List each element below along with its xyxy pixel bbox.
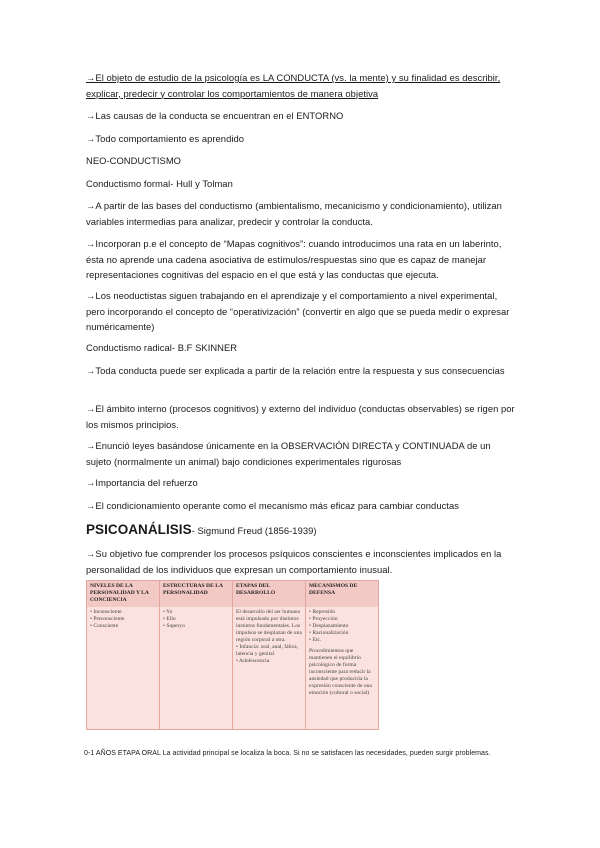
paragraph-text: →El ámbito interno (procesos cognitivos) y externo del individuo (conductas observables) se rigen por los mismos principios.	[86, 403, 515, 430]
table-header-row	[87, 581, 379, 608]
heading-neoconductismo	[86, 153, 516, 169]
cell-item: • Represión	[309, 609, 336, 615]
cell-item: El desarrollo del ser humano está impulsado por distintos instintos fundamentales. Los impulsos se desplazan de una región corporal a otra.	[236, 609, 302, 643]
cell-item: • Consciente	[90, 623, 119, 629]
cell-item: • Preconsciente	[90, 616, 125, 622]
table-header: ESTRUCTURAS DE LA PERSONALIDAD	[160, 581, 233, 608]
table-cell-mecanismos	[306, 607, 379, 730]
paragraph-mapas	[86, 236, 516, 283]
paragraph-neoductistas	[86, 288, 516, 335]
cell-item: • Inconsciente	[90, 609, 122, 615]
table-cell-niveles	[87, 607, 160, 730]
psicoanalisis-title: PSICOANÁLISIS	[86, 522, 192, 537]
paragraph-text: →El condicionamiento operante como el mecanismo más eficaz para cambiar conductas	[86, 500, 459, 511]
paragraph-ambito	[86, 401, 516, 432]
table-cell-etapas	[233, 607, 306, 730]
cell-item: • Adolescencia	[236, 658, 270, 664]
psicoanalisis-subtitle: - Sigmund Freud (1856-1939)	[191, 525, 317, 536]
table-header: ETAPAS DEL DESARROLLO	[233, 581, 306, 608]
heading-psicoanalisis	[86, 521, 516, 540]
paragraph-toda-conducta	[86, 363, 516, 379]
paragraph-text: →Su objetivo fue comprender los procesos psíquicos conscientes e inconscientes implicados en la personalidad de los individuos que expresan un comportamiento inusual.	[86, 548, 502, 575]
cell-item: Procedimientos que mantienen el equilibrio psicológico de forma inconsciente para reducir la ansiedad que produciría la expresión consciente de una emoción (cultural o social)	[309, 648, 372, 696]
footnote-etapa-oral: 0-1 AÑOS ETAPA ORAL La actividad principal se localiza la boca. Si no se satisfacen las necesidades, pueden surgir problemas.	[84, 750, 491, 757]
paragraph-text: →Los neoductistas siguen trabajando en el aprendizaje y el comportamiento a nivel experimental, pero incorporando el concepto de “operativización” (convertir en algo que se pueda medir o expresar numéricamente)	[86, 290, 510, 332]
paragraph-text: →Toda conducta puede ser explicada a partir de la relación entre la respuesta y sus consecuencias	[86, 365, 505, 376]
table-row	[87, 607, 379, 730]
cell-item: • Desplazamiento	[309, 623, 349, 629]
paragraph-text: →El objeto de estudio de la psicología es LA CONDUCTA (vs. la mente) y su finalidad es describir, explicar, predecir y controlar los comportamientos de manera objetiva	[86, 72, 501, 99]
paragraph-entorno	[86, 108, 516, 124]
cell-item: • Ello	[163, 616, 176, 622]
heading-conductismo-formal	[86, 176, 516, 192]
heading-conductismo-radical	[86, 340, 516, 356]
section-heading: NEO-CONDUCTISMO	[86, 155, 182, 166]
paragraph-text: →Todo comportamiento es aprendido	[86, 133, 244, 144]
paragraph-text: →Importancia del refuerzo	[86, 477, 198, 488]
paragraph-leyes	[86, 438, 516, 469]
cell-item: • Superyo	[163, 623, 186, 629]
paragraph-bases	[86, 198, 516, 229]
cell-item: • Yo	[163, 609, 173, 615]
table-cell-estructuras	[160, 607, 233, 730]
cell-item: • Racionalización	[309, 630, 349, 636]
table-header: MECANISMOS DE DEFENSA	[306, 581, 379, 608]
paragraph-text: →Incorporan p.e el concepto de “Mapas cognitivos”: cuando introducimos una rata en un laberinto, ésta no aprende una cadena asociativa de estímulos/respuestas sino que es capaz de manejar representaciones cognitivas del espacio en el que está y las conductas que ejecuta.	[86, 238, 502, 280]
paragraph-text: →Enunció leyes basándose únicamente en la OBSERVACIÓN DIRECTA y CONTINUADA de un sujeto (normalmente un animal) bajo condiciones experimentales rigurosas	[86, 440, 491, 467]
paragraph-refuerzo	[86, 475, 516, 491]
cell-item: • Etc.	[309, 637, 322, 643]
paragraph-text: →A partir de las bases del conductismo (ambientalismo, mecanicismo y condicionamiento), utilizan variables intermedias para analizar, predecir y controlar la conducta.	[86, 200, 502, 227]
cell-item: • Proyección	[309, 616, 338, 622]
paragraph-text: →Las causas de la conducta se encuentran en el ENTORNO	[86, 110, 344, 121]
psychoanalysis-table	[86, 580, 379, 730]
subsection-heading: Conductismo formal- Hull y Tolman	[86, 178, 233, 189]
paragraph-aprendido	[86, 131, 516, 147]
paragraph-psico-intro	[86, 546, 516, 577]
paragraph-objeto	[86, 70, 516, 101]
paragraph-operante	[86, 498, 516, 514]
table-header: NIVELES DE LA PERSONALIDAD Y LA CONCIENCIA	[87, 581, 160, 608]
subsection-heading: Conductismo radical- B.F SKINNER	[86, 342, 238, 353]
cell-item: • Infancia: oral, anal, fálica, latencia y genital	[236, 644, 299, 657]
